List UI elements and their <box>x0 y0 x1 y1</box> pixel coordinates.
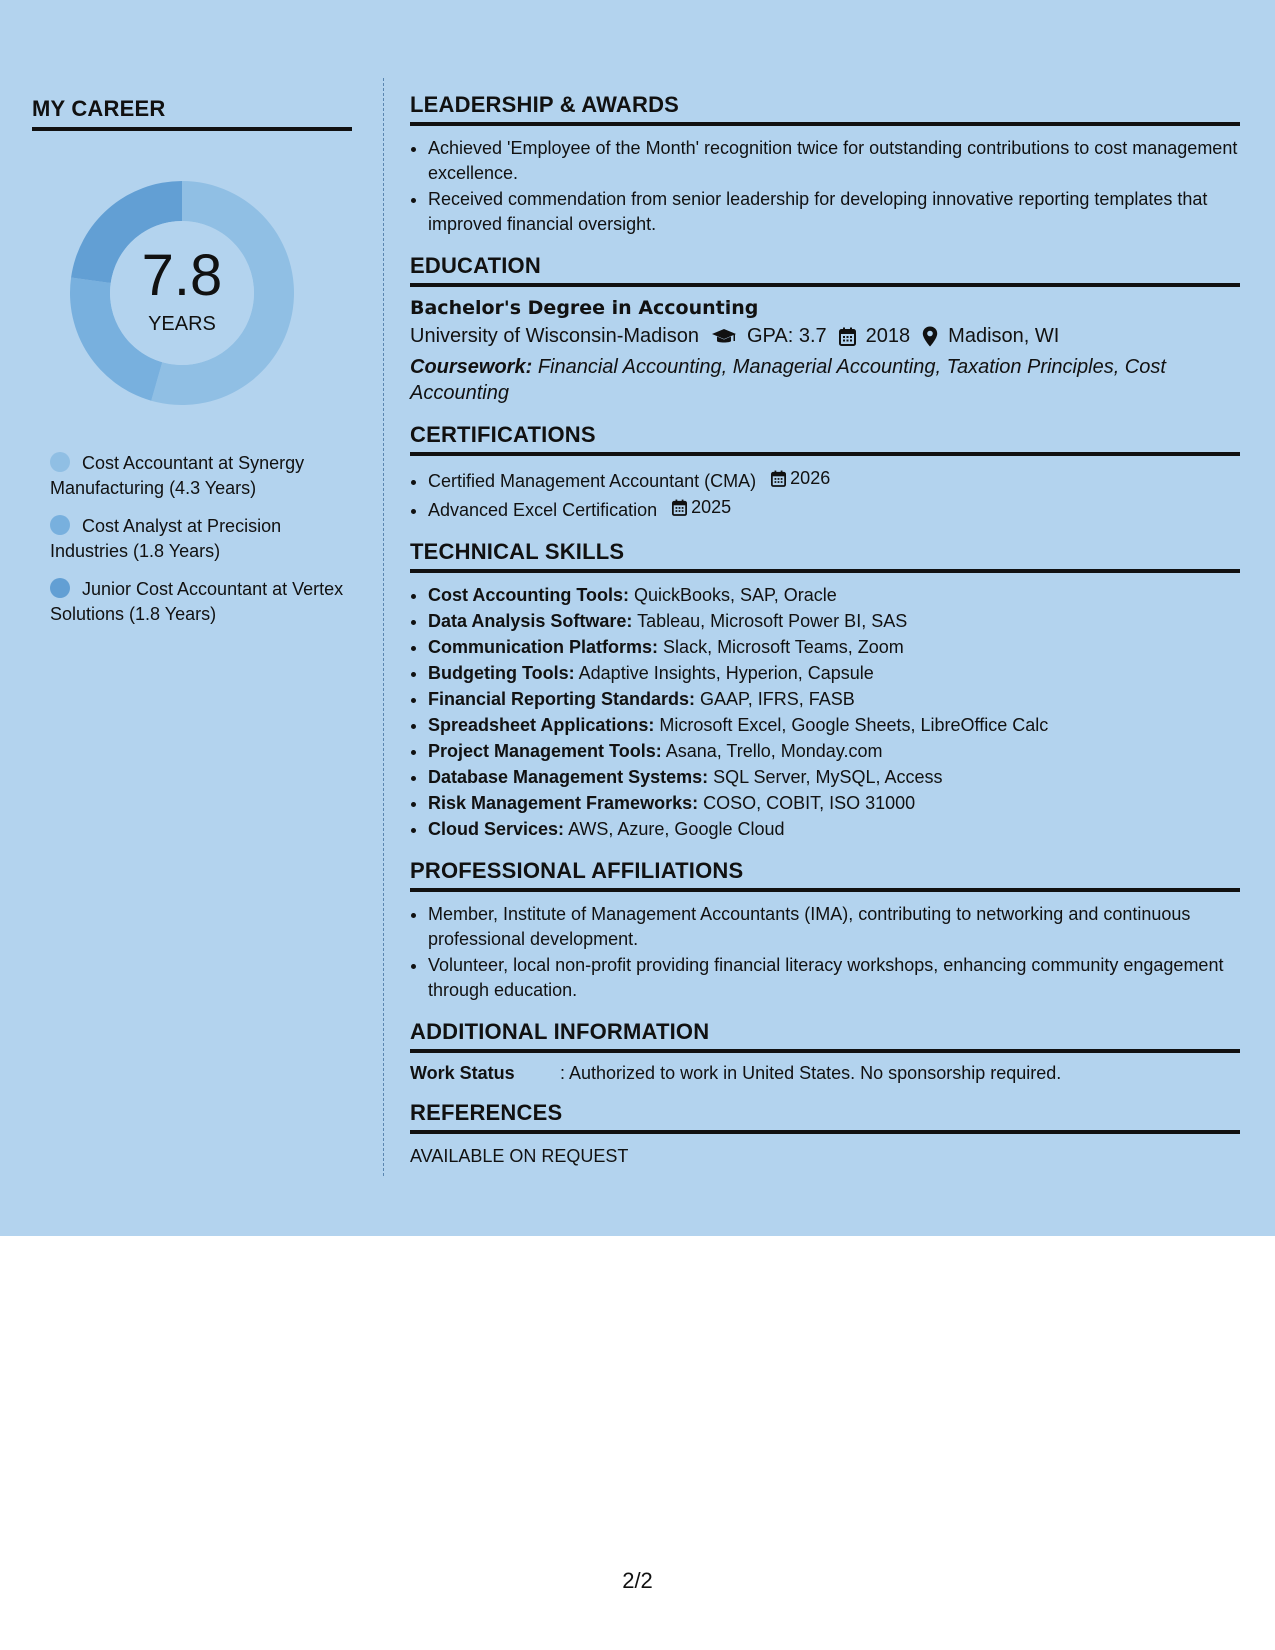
coursework-value: Financial Accounting, Managerial Accounting, Taxation Principles, Cost Accounting <box>410 356 1166 404</box>
skill-item <box>428 817 1240 842</box>
education-gpa: GPA: 3.7 <box>746 325 827 347</box>
references-section <box>410 1100 1240 1167</box>
education-coursework <box>410 354 1240 406</box>
leadership-section <box>410 92 1240 237</box>
certification-year: 2025 <box>691 497 732 517</box>
list-item: • Achieved 'Employee of the Month' recognition twice for outstanding contributions to cost management excellence. <box>428 136 1240 186</box>
skill-label: Financial Reporting Standards: <box>428 689 696 709</box>
skill-value: Asana, Trello, Monday.com <box>665 741 883 761</box>
total-years-value: 7.8 <box>141 242 223 308</box>
skill-value: QuickBooks, SAP, Oracle <box>634 585 837 605</box>
affiliations-section <box>410 858 1240 1003</box>
education-year: 2018 <box>865 325 911 347</box>
skill-label: Risk Management Frameworks: <box>428 793 699 813</box>
skill-value: Adaptive Insights, Hyperion, Capsule <box>578 663 874 683</box>
certification-name: Certified Management Accountant (CMA) <box>428 471 757 491</box>
work-status-label: Work Status <box>410 1063 515 1083</box>
career-legend <box>50 451 352 627</box>
calendar-icon <box>771 470 786 487</box>
affiliations-list <box>410 902 1240 1003</box>
donut-center <box>62 173 302 413</box>
certifications-list <box>410 466 1240 523</box>
skill-item <box>428 583 1240 608</box>
skill-label: Project Management Tools: <box>428 741 662 761</box>
list-item <box>428 466 1240 494</box>
skill-item <box>428 687 1240 712</box>
skill-label: Spreadsheet Applications: <box>428 715 655 735</box>
career-title: MY CAREER <box>32 96 352 131</box>
education-title: EDUCATION <box>410 253 1240 287</box>
certification-date <box>771 466 830 491</box>
skill-value: SQL Server, MySQL, Access <box>713 767 943 787</box>
skill-label: Database Management Systems: <box>428 767 709 787</box>
skill-value: Microsoft Excel, Google Sheets, LibreOffice Calc <box>659 715 1049 735</box>
education-degree: Bachelor's Degree in Accounting <box>410 297 759 319</box>
additional-section <box>410 1019 1240 1084</box>
leadership-title: LEADERSHIP & AWARDS <box>410 92 1240 126</box>
legend-label: Cost Analyst at Precision Industries (1.8 Years) <box>50 516 282 561</box>
skill-value: AWS, Azure, Google Cloud <box>568 819 785 839</box>
certification-year: 2026 <box>790 468 831 488</box>
references-title: REFERENCES <box>410 1100 1240 1134</box>
coursework-label: Coursework: <box>410 356 533 378</box>
certification-name: Advanced Excel Certification <box>428 500 658 520</box>
skill-label: Data Analysis Software: <box>428 611 633 631</box>
list-item: • Volunteer, local non-profit providing financial literacy workshops, enhancing community engagement through education. <box>428 953 1240 1003</box>
skills-list <box>410 583 1240 842</box>
skill-item <box>428 609 1240 634</box>
certification-date <box>672 495 731 520</box>
affiliations-title: PROFESSIONAL AFFILIATIONS <box>410 858 1240 892</box>
legend-label: Junior Cost Accountant at Vertex Solutions (1.8 Years) <box>50 579 344 624</box>
career-donut-chart <box>62 173 302 413</box>
education-location: Madison, WI <box>948 325 1060 347</box>
references-text: AVAILABLE ON REQUEST <box>410 1146 629 1166</box>
skill-item <box>428 765 1240 790</box>
skill-value: GAAP, IFRS, FASB <box>700 689 855 709</box>
legend-item <box>50 514 352 564</box>
legend-label: Cost Accountant at Synergy Manufacturing (4.3 Years) <box>50 453 305 498</box>
legend-item <box>50 451 352 501</box>
main-column <box>410 92 1240 1183</box>
work-status-row <box>410 1063 1240 1084</box>
skill-item <box>428 791 1240 816</box>
graduation-cap-icon <box>711 328 737 346</box>
skill-label: Budgeting Tools: <box>428 663 575 683</box>
skill-value: COSO, COBIT, ISO 31000 <box>703 793 916 813</box>
education-school: University of Wisconsin-Madison <box>410 325 699 347</box>
calendar-icon <box>672 499 687 516</box>
skill-item <box>428 713 1240 738</box>
skills-title: TECHNICAL SKILLS <box>410 539 1240 573</box>
legend-dot-icon <box>50 452 70 472</box>
calendar-icon <box>839 327 856 346</box>
education-details <box>410 325 1240 348</box>
legend-item <box>50 577 352 627</box>
certifications-title: CERTIFICATIONS <box>410 422 1240 456</box>
list-item: • Received commendation from senior leadership for developing innovative reporting templates that improved financial oversight. <box>428 187 1240 237</box>
skills-section <box>410 539 1240 842</box>
legend-dot-icon <box>50 578 70 598</box>
legend-dot-icon <box>50 515 70 535</box>
map-pin-icon <box>922 326 938 347</box>
column-divider <box>383 78 384 1176</box>
skill-label: Cost Accounting Tools: <box>428 585 629 605</box>
page-number: 2/2 <box>622 1568 653 1593</box>
skill-label: Communication Platforms: <box>428 637 659 657</box>
skill-item <box>428 739 1240 764</box>
skill-value: Slack, Microsoft Teams, Zoom <box>663 637 904 657</box>
total-years-unit: YEARS <box>148 312 216 335</box>
list-item <box>428 495 1240 523</box>
skill-item <box>428 661 1240 686</box>
list-item: • Member, Institute of Management Accountants (IMA), contributing to networking and continuous professional development. <box>428 902 1240 952</box>
work-status-value: : Authorized to work in United States. No sponsorship required. <box>560 1063 1062 1083</box>
skill-item <box>428 635 1240 660</box>
leadership-list <box>410 136 1240 237</box>
certifications-section <box>410 422 1240 523</box>
skill-label: Cloud Services: <box>428 819 565 839</box>
additional-title: ADDITIONAL INFORMATION <box>410 1019 1240 1053</box>
career-column <box>32 96 352 640</box>
education-section <box>410 253 1240 406</box>
skill-value: Tableau, Microsoft Power BI, SAS <box>637 611 908 631</box>
